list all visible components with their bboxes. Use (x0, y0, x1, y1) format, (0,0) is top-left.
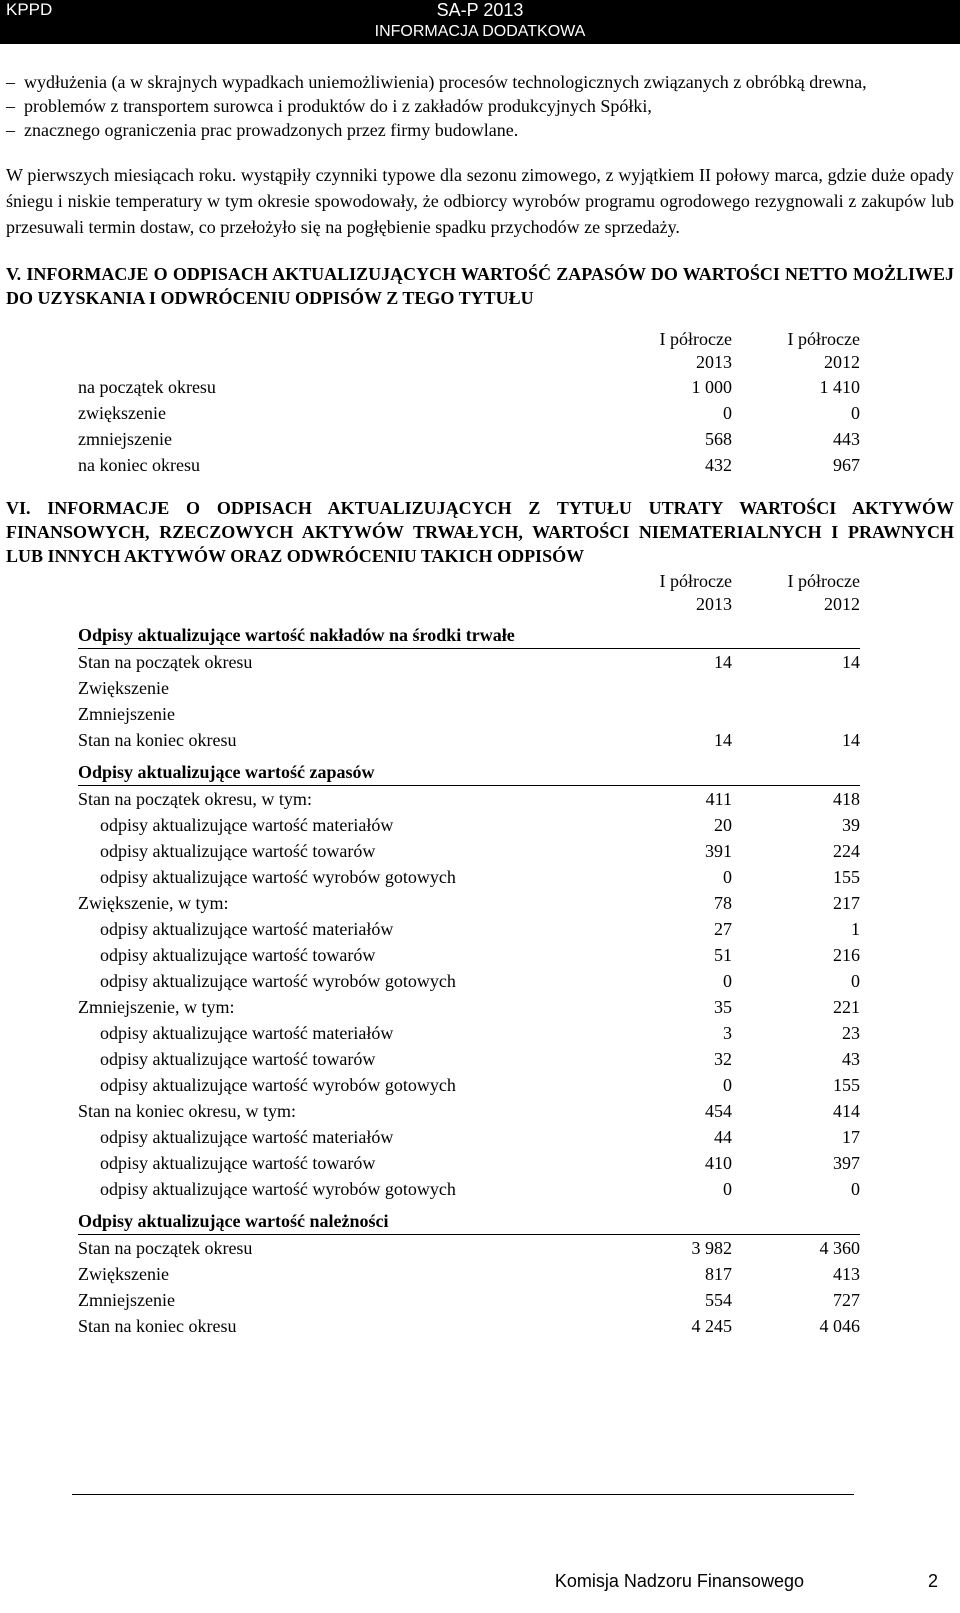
table-row (78, 864, 860, 890)
header-subtitle: INFORMACJA DODATKOWA (374, 23, 586, 40)
table-row (78, 1098, 860, 1124)
value-2013: 3 982 (691, 1238, 732, 1258)
value-2013: 817 (705, 1264, 732, 1284)
value-2012: 217 (833, 893, 860, 913)
value-2013: 0 (723, 1179, 732, 1199)
table-row (78, 675, 860, 701)
value-2013: 411 (705, 789, 732, 809)
table-row (78, 838, 860, 864)
value-2013: 20 (714, 815, 732, 835)
group-title-row (78, 1208, 860, 1235)
table-row (78, 812, 860, 838)
row-label: Zwiększenie, w tym: (78, 893, 229, 913)
row-label: Zwiększenie (78, 1264, 169, 1284)
group-title-row (78, 622, 860, 649)
value-2012: 413 (833, 1264, 860, 1284)
page-header (0, 0, 960, 44)
value-2013: 32 (714, 1049, 732, 1069)
row-label: odpisy aktualizujące wartość wyrobów gotowych (100, 971, 456, 991)
row-label: Stan na koniec okresu (78, 730, 237, 750)
table-row (78, 727, 860, 753)
table-header-row (78, 351, 860, 374)
table-row (78, 942, 860, 968)
value-2013: 0 (723, 867, 732, 887)
value-2013: 432 (705, 455, 732, 475)
table-row (78, 452, 860, 478)
row-label: odpisy aktualizujące wartość towarów (100, 841, 376, 861)
section-5-heading: V. INFORMACJE O ODPISACH AKTUALIZUJĄCYCH WARTOŚĆ ZAPASÓW DO WARTOŚCI NETTO MOŻLIWEJ DO UZYSKANIA I ODWRÓCENIU ODPISÓW Z TEGO TYTUŁU (6, 264, 954, 308)
row-label: odpisy aktualizujące wartość towarów (100, 1153, 376, 1173)
table-row (78, 701, 860, 727)
table-row (78, 1046, 860, 1072)
value-2013: 44 (714, 1127, 732, 1147)
header-center (0, 0, 960, 42)
row-label: odpisy aktualizujące wartość materiałów (100, 919, 394, 939)
column-header: 2012 (824, 594, 860, 614)
page-content (6, 70, 954, 1339)
row-label: zwiększenie (78, 403, 166, 423)
row-label: na koniec okresu (78, 455, 200, 475)
value-2012: 0 (851, 1179, 860, 1199)
value-2013: 14 (714, 730, 732, 750)
bullet-list (6, 70, 954, 142)
row-label: odpisy aktualizujące wartość materiałów (100, 1127, 394, 1147)
table-row (78, 994, 860, 1020)
value-2012: 1 410 (819, 377, 860, 397)
section-6-heading: VI. INFORMACJE O ODPISACH AKTUALIZUJĄCYCH Z TYTUŁU UTRATY WARTOŚCI AKTYWÓW FINANSOWYCH, RZECZOWYCH AKTYWÓW TRWAŁYCH, WARTOŚCI NIEMATERIALNYCH I PRAWNYCH LUB INNYCH AKTYWÓW ORAZ ODWRÓCENIU TAKICH ODPISÓW (6, 498, 954, 566)
value-2012: 155 (833, 1075, 860, 1095)
column-header: 2013 (696, 352, 732, 372)
row-label: odpisy aktualizujące wartość materiałów (100, 1023, 394, 1043)
value-2013: 410 (705, 1153, 732, 1173)
value-2012: 0 (851, 971, 860, 991)
page-number: 2 (927, 1571, 938, 1591)
value-2012: 14 (842, 652, 860, 672)
value-2012: 397 (833, 1153, 860, 1173)
dash-bullet-icon: – (6, 96, 15, 116)
footer-text: Komisja Nadzoru Finansowego (554, 1571, 804, 1591)
value-2012: 224 (833, 841, 860, 861)
dash-bullet-icon: – (6, 120, 15, 140)
table-row (78, 1235, 860, 1262)
row-label: odpisy aktualizujące wartość towarów (100, 945, 376, 965)
column-header: I półrocze (659, 571, 732, 591)
table-header-row (78, 328, 860, 351)
table-row (78, 1072, 860, 1098)
value-2013: 554 (705, 1290, 732, 1310)
row-label: Stan na początek okresu (78, 652, 253, 672)
table-row (78, 374, 860, 400)
column-header: I półrocze (659, 329, 732, 349)
value-2012: 418 (833, 789, 860, 809)
table-row (78, 1150, 860, 1176)
table-row (78, 1287, 860, 1313)
value-2013: 27 (714, 919, 732, 939)
value-2012: 39 (842, 815, 860, 835)
value-2013: 78 (714, 893, 732, 913)
value-2013: 51 (714, 945, 732, 965)
value-2012: 4 360 (819, 1238, 860, 1258)
value-2012: 155 (833, 867, 860, 887)
table-row (78, 1176, 860, 1202)
table-header-row (78, 593, 860, 616)
row-label: na początek okresu (78, 377, 216, 397)
body-paragraph: W pierwszych miesiącach roku. wystąpiły czynniki typowe dla sezonu zimowego, z wyjątkiem II połowy marca, gdzie duże opady śniegu i niskie temperatury w tym okresie spowodowały, że odbiorcy wyrobów programu ogrodowego rezygnowali z zakupów lub przesuwali termin dostaw, co przełożyło się na pogłębienie spadku przychodów ze sprzedaży. (6, 165, 954, 237)
table-row (78, 1020, 860, 1046)
dash-bullet-icon: – (6, 72, 15, 92)
value-2013 (604, 675, 732, 701)
column-header: 2012 (824, 352, 860, 372)
row-label: Stan na koniec okresu, w tym: (78, 1101, 296, 1121)
list-item: – wydłużenia (a w skrajnych wypadkach uniemożliwienia) procesów technologicznych związanych z obróbką drewna, (6, 72, 867, 92)
value-2012: 43 (842, 1049, 860, 1069)
value-2012: 414 (833, 1101, 860, 1121)
row-label: odpisy aktualizujące wartość towarów (100, 1049, 376, 1069)
value-2012: 0 (851, 403, 860, 423)
table-row (78, 916, 860, 942)
value-2012: 1 (851, 919, 860, 939)
value-2013: 391 (705, 841, 732, 861)
list-item: – problemów z transportem surowca i produktów do i z zakładów produkcyjnych Spółki, (6, 96, 652, 116)
value-2013: 568 (705, 429, 732, 449)
table-row (78, 1124, 860, 1150)
value-2013: 1 000 (691, 377, 732, 397)
row-label: Zmniejszenie (78, 704, 175, 724)
row-label: zmniejszenie (78, 429, 172, 449)
value-2012: 967 (833, 455, 860, 475)
row-label: Zwiększenie (78, 678, 169, 698)
row-label: odpisy aktualizujące wartość wyrobów gotowych (100, 1075, 456, 1095)
list-item: – znacznego ograniczenia prac prowadzonych przez firmy budowlane. (6, 120, 519, 140)
group-title-row (78, 759, 860, 786)
value-2013: 14 (714, 652, 732, 672)
value-2012 (732, 701, 860, 727)
row-label: odpisy aktualizujące wartość wyrobów gotowych (100, 1179, 456, 1199)
value-2013: 0 (723, 1075, 732, 1095)
row-label: odpisy aktualizujące wartość materiałów (100, 815, 394, 835)
inventory-writedown-table (78, 328, 860, 478)
value-2013: 0 (723, 403, 732, 423)
table-row (78, 400, 860, 426)
group-title: Odpisy aktualizujące wartość zapasów (78, 759, 860, 786)
row-label: odpisy aktualizujące wartość wyrobów gotowych (100, 867, 456, 887)
value-2013: 4 245 (691, 1316, 732, 1336)
table-row (78, 1313, 860, 1339)
value-2013: 35 (714, 997, 732, 1017)
value-2012: 727 (833, 1290, 860, 1310)
value-2013 (604, 701, 732, 727)
row-label: Stan na początek okresu, w tym: (78, 789, 312, 809)
table-row (78, 1261, 860, 1287)
row-label: Stan na koniec okresu (78, 1316, 237, 1336)
value-2012: 216 (833, 945, 860, 965)
value-2012: 14 (842, 730, 860, 750)
page-footer (555, 1571, 938, 1592)
table-row (78, 426, 860, 452)
table-row (78, 649, 860, 676)
asset-writedown-table (78, 570, 860, 1339)
header-company: KPPD (6, 0, 53, 19)
table-bottom-rule (72, 1494, 854, 1495)
group-title: Odpisy aktualizujące wartość nakładów na środki trwałe (78, 622, 860, 649)
table-row (78, 968, 860, 994)
value-2012: 4 046 (819, 1316, 860, 1336)
column-header: 2013 (696, 594, 732, 614)
row-label: Zmniejszenie, w tym: (78, 997, 235, 1017)
value-2013: 454 (705, 1101, 732, 1121)
value-2012: 443 (833, 429, 860, 449)
value-2012: 221 (833, 997, 860, 1017)
value-2012 (732, 675, 860, 701)
value-2013: 0 (723, 971, 732, 991)
header-title: SA-P 2013 (436, 0, 524, 20)
value-2012: 17 (842, 1127, 860, 1147)
table-row (78, 890, 860, 916)
table-row (78, 786, 860, 813)
group-title: Odpisy aktualizujące wartość należności (78, 1208, 860, 1235)
value-2013: 3 (723, 1023, 732, 1043)
table-header-row (78, 570, 860, 593)
row-label: Zmniejszenie (78, 1290, 175, 1310)
column-header: I półrocze (787, 571, 860, 591)
column-header: I półrocze (787, 329, 860, 349)
value-2012: 23 (842, 1023, 860, 1043)
row-label: Stan na początek okresu (78, 1238, 253, 1258)
